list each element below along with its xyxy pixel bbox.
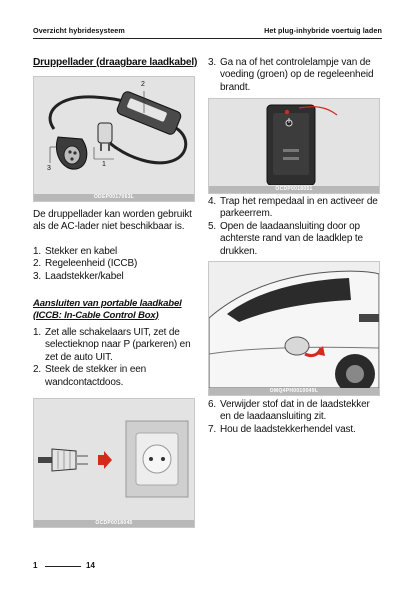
list-item: 1. Zet alle schakelaars UIT, zet de selectieknop naar P (parkeren) en zet de auto UIT. (33, 327, 191, 363)
list-item: 2. Steek de stekker in een wandcontactdoos. (33, 364, 147, 388)
page-number: 14 (86, 561, 95, 570)
list-item: 7. Hou de laadstekkerhendel vast. (208, 423, 356, 435)
list-item: 5. Open de laadaansluiting door op achterste rand van de laadklep te drukken. (208, 220, 363, 257)
list-item: 6. Verwijder stof dat in de laadstekker en de laadaansluiting zit. (208, 399, 370, 423)
header-divider (33, 38, 382, 39)
plug-icon (38, 449, 88, 471)
list-item: 1. Stekker en kabel (33, 246, 118, 257)
parts-list (33, 246, 201, 283)
steps-list-right-b (208, 196, 378, 258)
figure-caption: OCDP0018051 (209, 186, 379, 193)
figure-portable-charger (33, 76, 195, 202)
intro-text: De druppellader kan worden gebruikt als de AC-lader niet beschikbaar is. (33, 209, 192, 233)
list-item: 2. Regeleenheid (ICCB) (33, 258, 138, 270)
steps-list-left (33, 327, 201, 389)
footer-section-number: 1 (33, 561, 38, 570)
control-box-icon (116, 90, 182, 135)
list-item: 3. Laadstekker/kabel (33, 270, 124, 282)
header-chapter: Overzicht hybridesysteem (33, 26, 125, 35)
figure-caption: OMQ4PH0010049L (209, 388, 379, 395)
portable-charger-illustration (34, 77, 194, 193)
figure-caption: ODEP0017063L (34, 194, 194, 201)
list-item: 4. Trap het rempedaal in en activeer de parkeerrem. (208, 196, 378, 220)
vehicle-rear-illustration (209, 262, 379, 388)
footer-divider (45, 566, 81, 567)
section-title: Druppellader (draagbare laadkabel) (33, 57, 198, 68)
wall-socket-icon (126, 421, 188, 497)
callout-1: 1 (102, 161, 106, 168)
power-indicator-lamp (285, 110, 289, 114)
figure-control-unit (208, 98, 380, 194)
plug-into-socket-illustration (34, 399, 194, 519)
callout-2: 2 (141, 81, 145, 88)
figure-wall-socket (33, 398, 195, 528)
steps-list-right-a (208, 57, 378, 94)
callout-3: 3 (47, 165, 51, 172)
list-item: 3. Ga na of het controlelampje van de voeding (groen) op de regeleenheid brandt. (208, 57, 374, 93)
charging-connector-icon (56, 137, 86, 169)
subsection-title: Aansluiten van portable laadkabel (ICCB: In-Cable Control Box) (33, 298, 182, 321)
charging-door-icon (285, 337, 309, 355)
wall-plug-icon (98, 123, 112, 151)
figure-charging-door (208, 261, 380, 396)
arrow-right-icon (98, 451, 112, 469)
control-unit-illustration (209, 99, 379, 185)
steps-list-right-c (208, 399, 378, 436)
header-section: Het plug-inhybride voertuig laden (264, 26, 382, 35)
figure-caption: OCDP0018045 (34, 520, 194, 527)
